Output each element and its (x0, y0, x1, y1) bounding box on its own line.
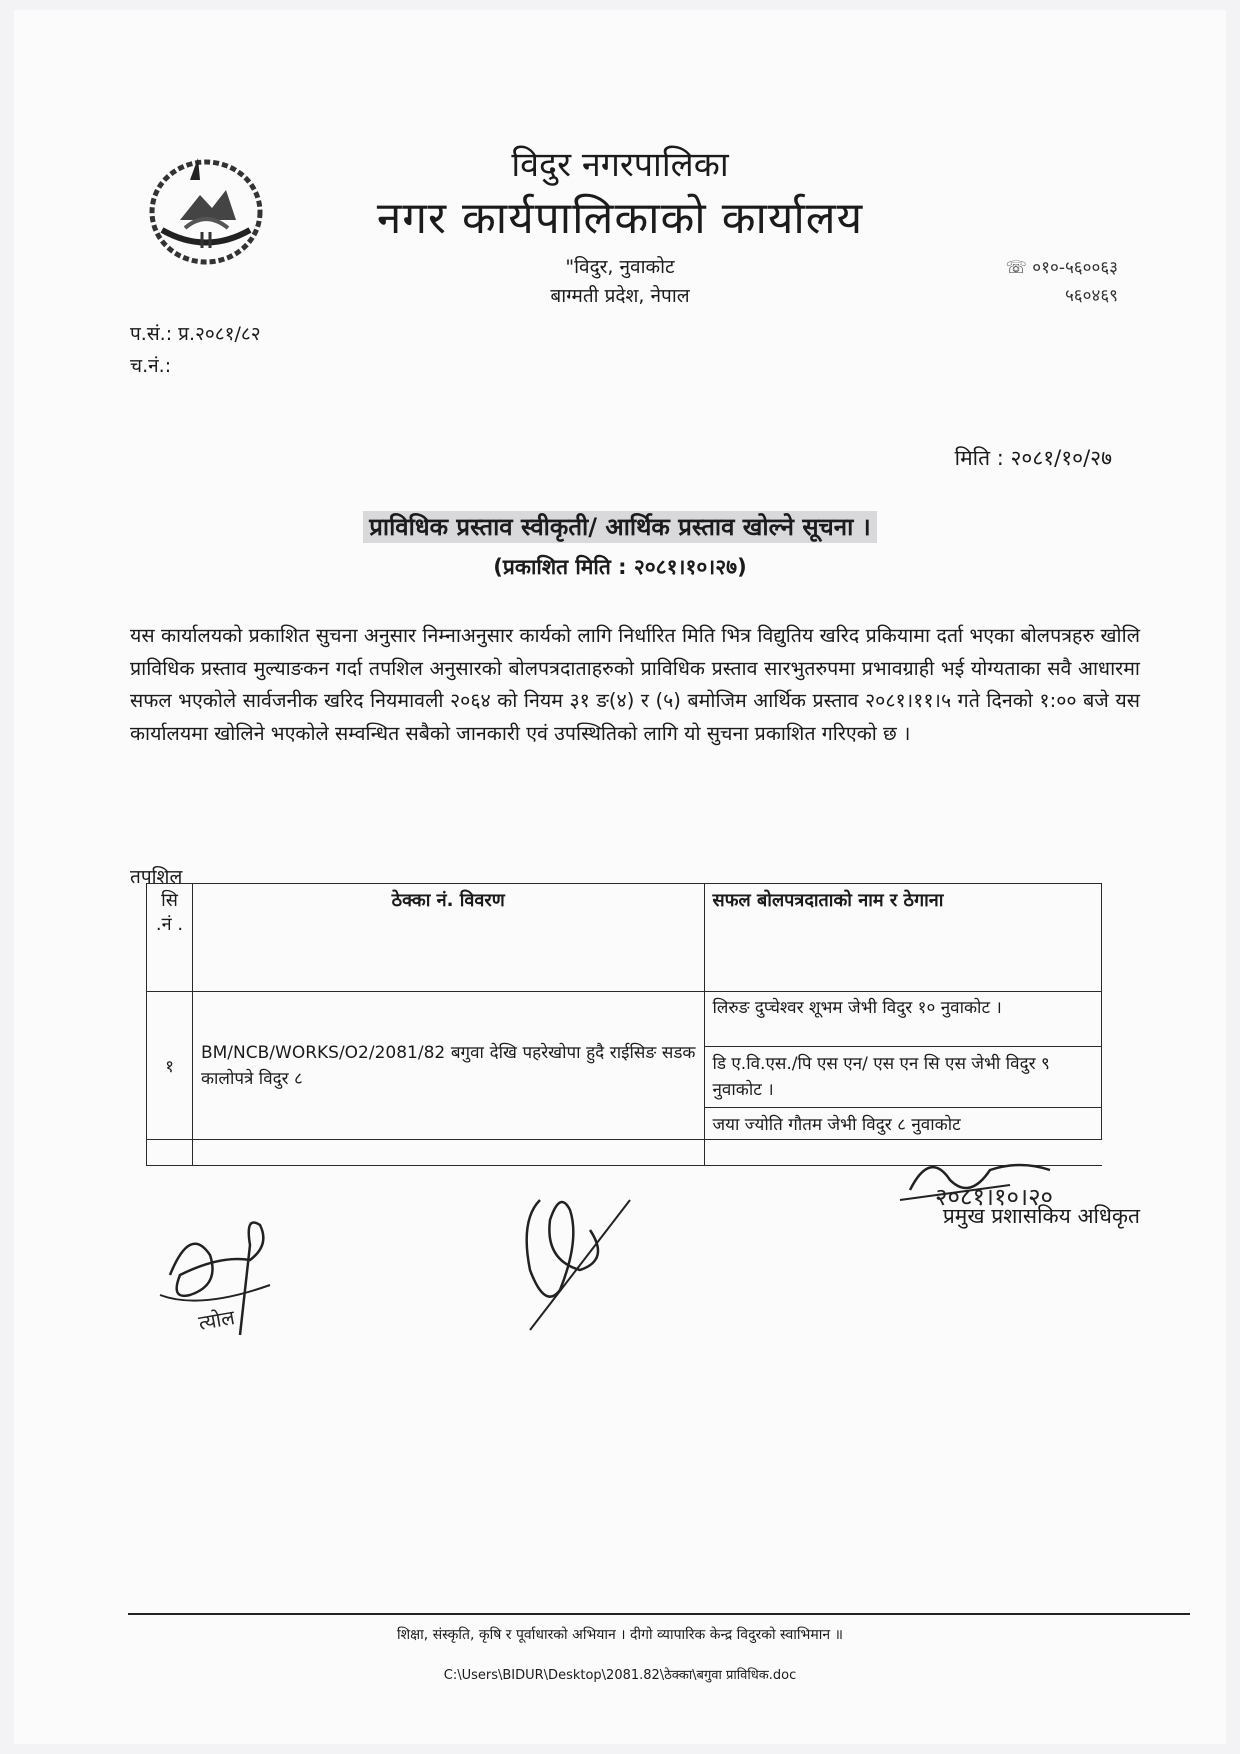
header-contract: ठेक्का नं. विवरण (192, 884, 704, 992)
letter-number: प.सं.: प्र.२०८१/८२ (130, 323, 261, 345)
phone-line-1: ☏ ०१०-५६००६३ (1005, 258, 1118, 278)
empty-cell (192, 1140, 704, 1166)
left-signature-note: त्योल (196, 1305, 237, 1335)
header-bidder: सफल बोलपत्रदाताको नाम र ठेगाना (704, 884, 1102, 992)
notice-body: यस कार्यालयको प्रकाशित सुचना अनुसार निम्नाअनुसार कार्यको लागि निर्धारित मिति भित्र विद्युतिय खरिद प्रकियामा दर्ता भएका बोलपत्रहरु खोलि प्राविधिक प्रस्ताव मुल्याङकन गर्दा तपशिल अनुसारको बोलपत्रदाताहरुको प्राविधिक प्रस्ताव सारभुतरुपमा प्रभावग्राही भई योग्यताका सवै आधारमा सफल भएकोले सार्वजनीक खरिद नियमावली २०६४ को नियम ३१ ङ(४) र (५) बमोजिम आर्थिक प्रस्ताव २०८१।११।५ गते दिनको १:०० बजे यस कार्यालयमा खोलिने भएकोले सम्वन्धित सबैको जानकारी एवं उपस्थितिको लागि यो सुचना प्रकाशित गरिएको छ । (130, 624, 1140, 745)
footer-slogan: शिक्षा, संस्कृति, कृषि र पूर्वाधारको अभियान । दीगो व्यापारिक केन्द्र विदुरको स्वाभिमान ॥ (397, 1627, 843, 1643)
cell-bidder-1: लिरुङ दुप्चेश्वर शूभम जेभी विदुर १० नुवाकोट । (704, 992, 1102, 1047)
phone-line-2: ५६०४६९ (1064, 286, 1118, 306)
letter-date: मिति : २०८१/१०/२७ (954, 446, 1112, 470)
left-signature (150, 1215, 290, 1355)
chief-signature-date: २०८१।१०।२० (935, 1183, 1054, 1210)
cell-contract: BM/NCB/WORKS/O2/2081/82 बगुवा देखि पहरेखोपा हुदै राईसिङ सडक कालोपत्रे विदुर ८ (192, 992, 704, 1140)
office-name: नगर कार्यपालिकाको कार्यालय (376, 193, 864, 244)
dispatch-number: च.नं.: (130, 355, 172, 377)
header-sn: सि .नं . (147, 884, 193, 992)
file-path: C:\Users\BIDUR\Desktop\2081.82\ठेक्का\बगुवा प्राविधिक.doc (443, 1668, 797, 1683)
footer-divider (128, 1613, 1190, 1615)
chief-title: प्रमुख प्रशासकिय अधिकृत (942, 1204, 1140, 1228)
subject-text: प्राविधिक प्रस्ताव स्वीकृती/ आर्थिक प्रस्ताव खोल्ने सूचना । (363, 511, 877, 543)
published-date: (प्रकाशित मिति : २०८१।१०।२७) (493, 555, 747, 579)
table-caption: तपशिल (130, 866, 183, 888)
table-row (147, 992, 1102, 1047)
reference-block (130, 318, 261, 382)
bidder-table (146, 883, 1102, 1166)
notice-subject (0, 510, 1240, 543)
cell-bidder-3: जया ज्योति गौतम जेभी विदुर ८ नुवाकोट (704, 1108, 1102, 1140)
empty-cell (147, 1140, 193, 1166)
chief-signature (890, 1150, 1130, 1210)
middle-signature (500, 1180, 640, 1340)
address-line-2: बाग्मती प्रदेश, नेपाल (550, 285, 690, 307)
municipality-name: विदुर नगरपालिका (511, 145, 729, 185)
address-line-1: "विदुर, नुवाकोट (565, 256, 675, 278)
cell-sn: १ (147, 992, 193, 1140)
table-header-row (147, 884, 1102, 992)
phone-numbers (1006, 254, 1118, 310)
cell-bidder-2: डि ए.वि.एस./पि एस एन/ एस एन सि एस जेभी विदुर ९ नुवाकोट । (704, 1047, 1102, 1108)
